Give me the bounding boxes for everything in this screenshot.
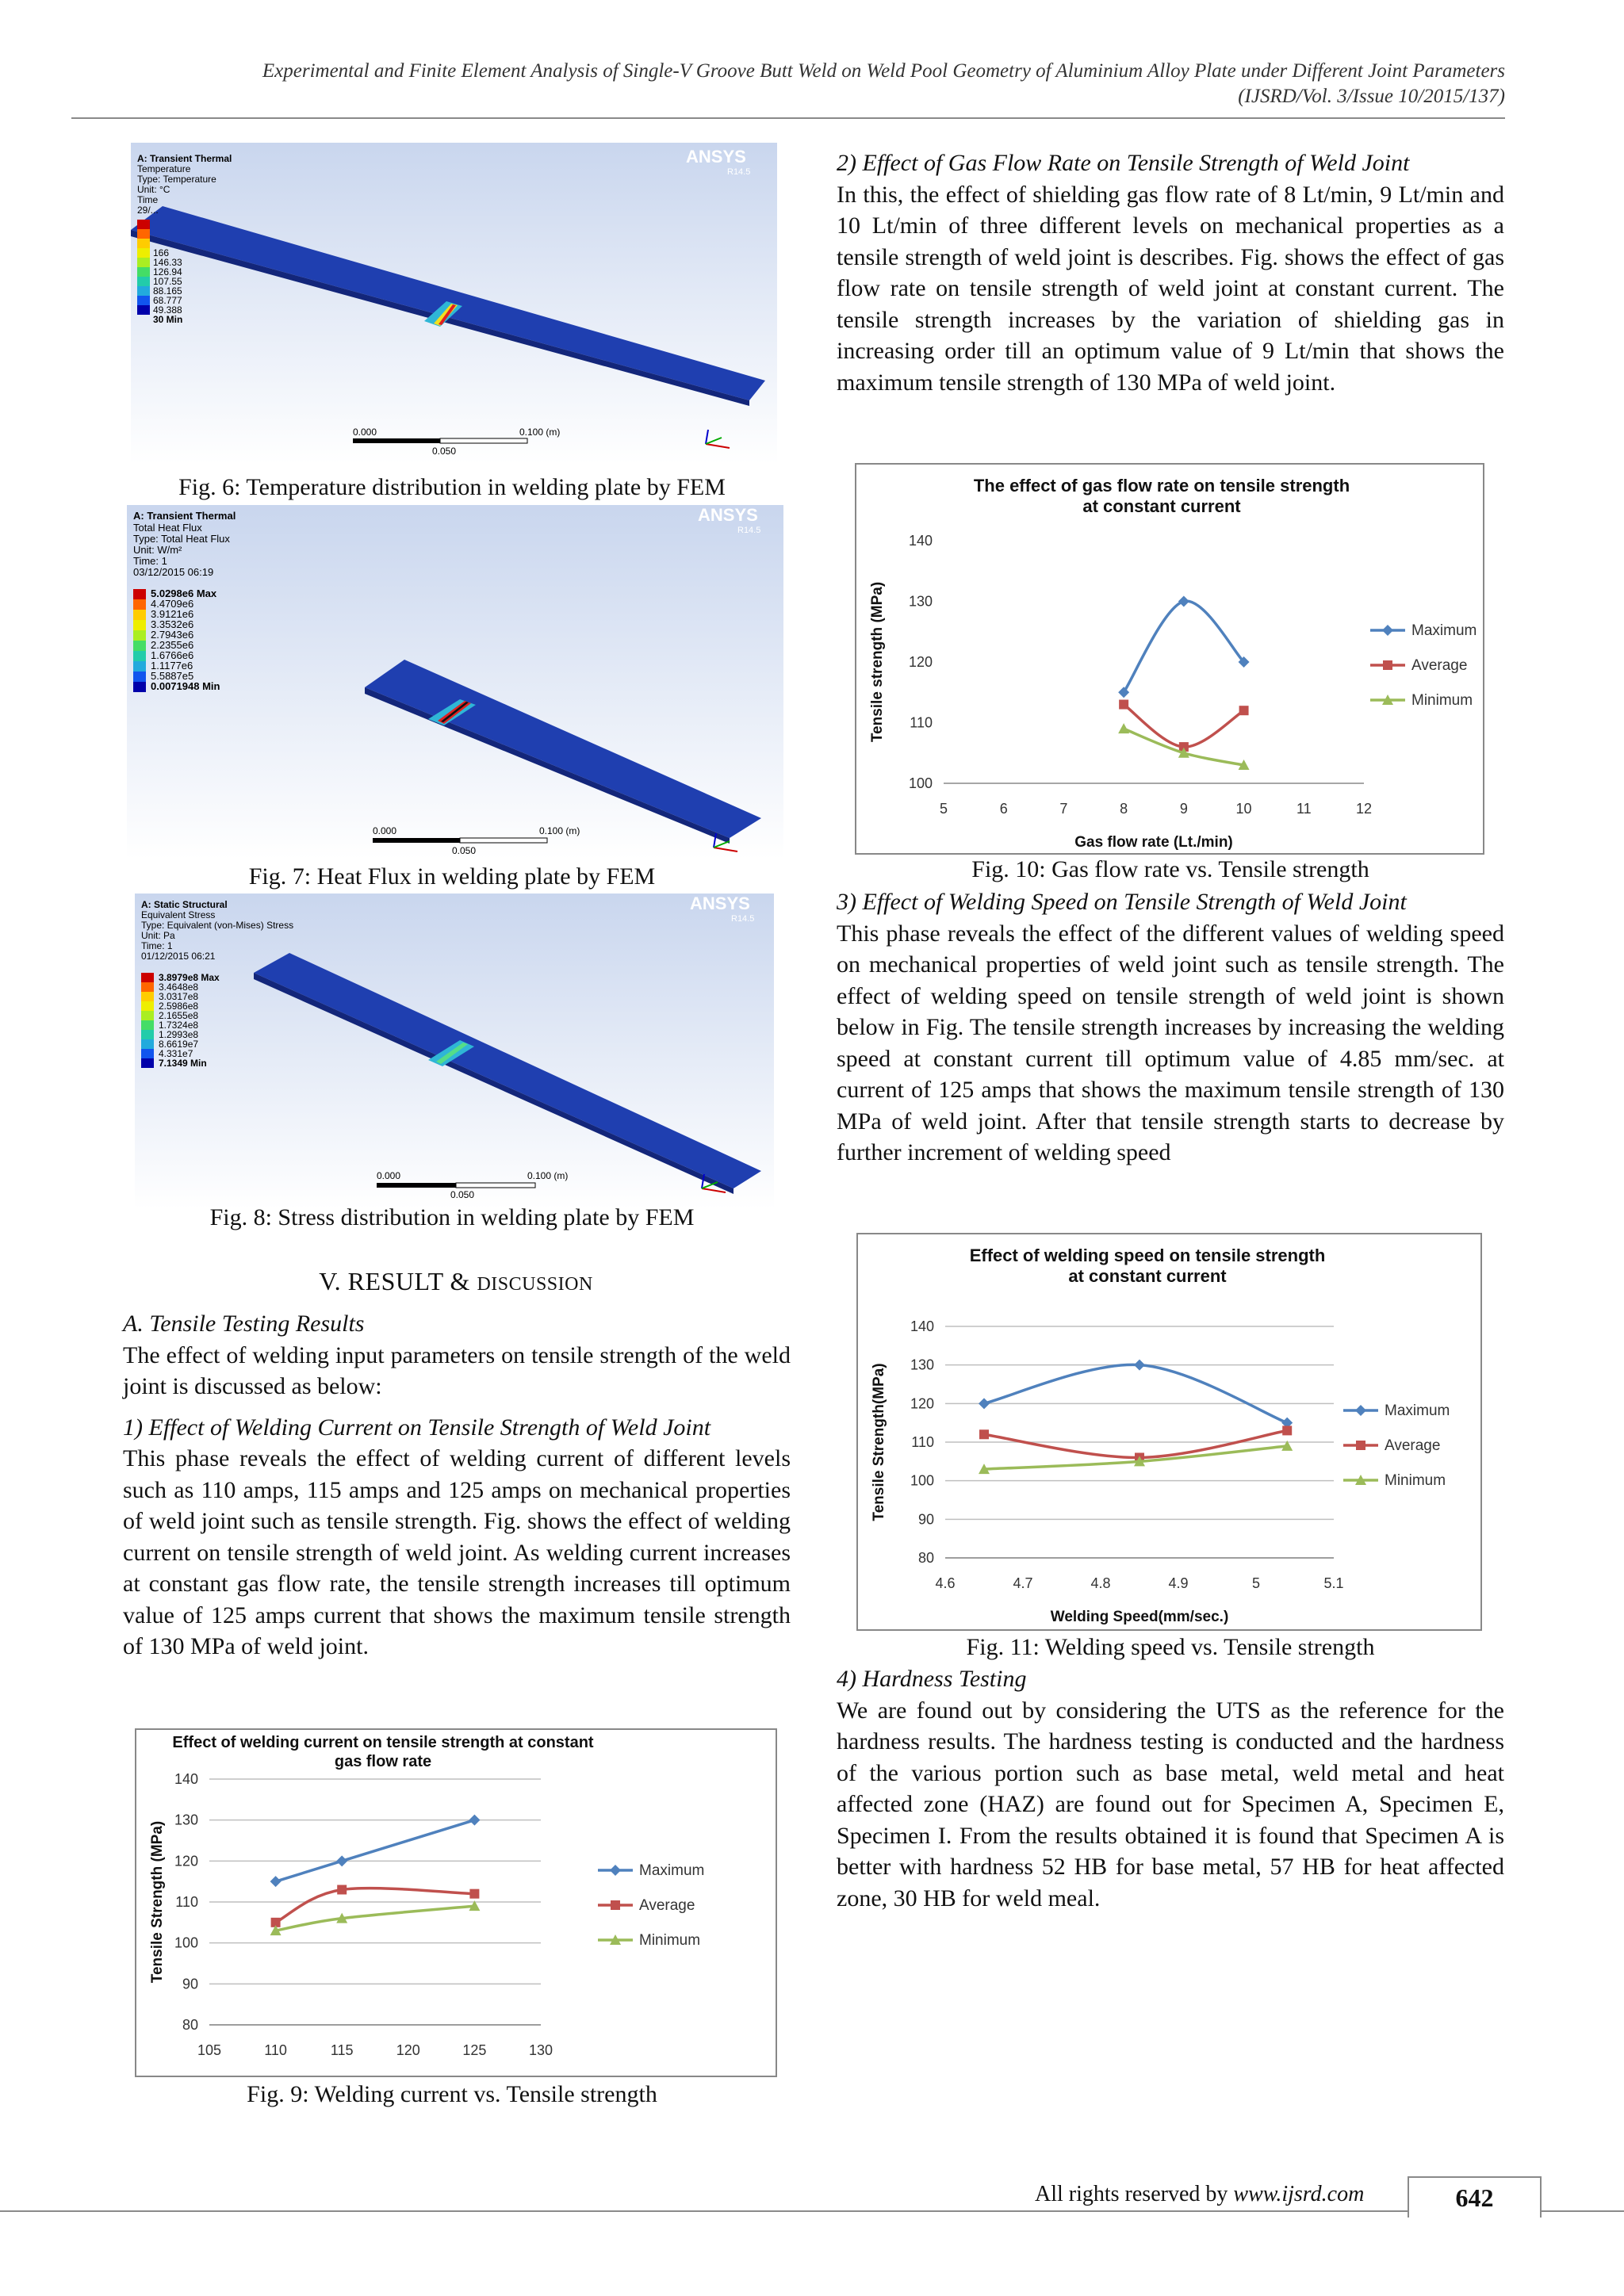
fig8-legend-label: 3.0317e8 <box>159 991 199 1002</box>
fig7-caption: Fig. 7: Heat Flux in welding plate by FEM <box>248 863 656 890</box>
fig8-scale-label: 0.050 <box>450 1189 475 1200</box>
legend-marker-average <box>611 1900 620 1910</box>
series-line-maximum <box>276 1820 475 1882</box>
y-tick-label: 90 <box>182 1976 198 1992</box>
series-line-maximum <box>984 1364 1287 1422</box>
hardness-paragraph: We are found out by considering the UTS as the reference for the hardness results. The hardness testing is conducted and the hardness of the various portion such as base metal, weld metal and heat affected zone (HAZ) are found out for Specimen A, Specimen E, Specimen I. From the results obtained it is found that Specimen A is better with hardness 52 HB for base metal, 57 HB for heat affected zone, 30 HB for weld meal. <box>837 1697 1504 1911</box>
fig7-legend-label: 1.1177e6 <box>151 660 193 672</box>
data-point-maximum <box>1134 1360 1145 1371</box>
x-tick-label: 125 <box>462 2042 487 2058</box>
speed-paragraph: This phase reveals the effect of the different values of welding speed on mechanical properties of weld joint such as tensile strength. The effect of welding speed on tensile strength of weld joint is shown below in Fig. The tensile strength increases by increasing the welding speed at constant current till optimum value of 4.85 mm/sec. at current of 125 amps that shows the maximum tensile strength of 130 MPa of weld joint. After that tensile strength starts to decrease by further increment of welding speed <box>837 920 1504 1165</box>
data-point-maximum <box>979 1398 990 1409</box>
fig7-legend-label: 1.6766e6 <box>151 649 194 661</box>
left-column-text <box>123 1308 791 1663</box>
x-tick-label: 12 <box>1355 801 1373 817</box>
legend-label-average: Average <box>1411 657 1468 674</box>
hardness-heading: 4) Hardness Testing <box>837 1666 1027 1692</box>
fig7-legend-label: 0.0071948 Min <box>151 680 220 692</box>
fig6-legend-label: 166 <box>153 247 170 258</box>
fig8-legend-label: 8.6619e7 <box>159 1039 199 1050</box>
fig7-legend-label: 3.3532e6 <box>151 618 194 630</box>
fig6-line: Unit: °C <box>137 184 170 195</box>
fig7-legend-label: 5.0298e6 Max <box>151 587 217 599</box>
fig8-line: Type: Equivalent (von-Mises) Stress <box>141 920 294 931</box>
legend-marker-maximum <box>1355 1405 1366 1416</box>
fig7-legend-label: 3.9121e6 <box>151 608 194 620</box>
section-heading <box>123 1267 789 1296</box>
y-tick-label: 120 <box>910 1395 934 1412</box>
fig7-line: Type: Total Heat Flux <box>133 533 230 545</box>
legend-label-maximum: Maximum <box>1385 1402 1450 1419</box>
fig7-scale-label: 0.050 <box>452 845 477 856</box>
running-header-title: Experimental and Finite Element Analysis of Single-V Groove Butt Weld on Weld Pool Geometry of Aluminium Alloy Plate under Different Joint Parameters <box>262 60 1505 82</box>
legend-marker-maximum <box>610 1865 621 1876</box>
right-column-text-mid <box>837 886 1504 1169</box>
x-tick-label: 6 <box>999 801 1008 817</box>
fig6-line: 29/... <box>137 205 159 216</box>
fig8-scale-label: 0.000 <box>377 1170 401 1181</box>
fig6-line: Type: Temperature <box>137 174 216 185</box>
x-tick-label: 105 <box>197 2042 222 2058</box>
current-heading: 1) Effect of Welding Current on Tensile Strength of Weld Joint <box>123 1414 711 1441</box>
y-tick-label: 110 <box>911 1434 934 1450</box>
fig6-legend-label: 126.94 <box>153 266 182 277</box>
page-number: 642 <box>1455 2183 1494 2212</box>
y-axis-label: Tensile strength (MPa) <box>869 581 886 743</box>
fig7-legend-label: 2.7943e6 <box>151 629 194 641</box>
fig6-scale-label: 0.000 <box>353 427 377 438</box>
speed-heading: 3) Effect of Welding Speed on Tensile Strength of Weld Joint <box>837 889 1407 915</box>
fig8-legend-label: 1.7324e8 <box>159 1020 199 1031</box>
legend-marker-average <box>1356 1441 1365 1450</box>
fig8-line: Time: 1 <box>141 940 173 951</box>
data-point-maximum <box>469 1815 480 1826</box>
x-tick-label: 115 <box>330 2042 354 2058</box>
gasflow-heading: 2) Effect of Gas Flow Rate on Tensile Strength of Weld Joint <box>837 150 1410 176</box>
fig8-legend-label: 3.8979e8 Max <box>159 972 220 983</box>
fig6-title: A: Transient Thermal <box>137 153 232 164</box>
right-column-text-bottom <box>837 1663 1504 1914</box>
legend-label-maximum: Maximum <box>639 1862 705 1879</box>
fig8-legend <box>141 973 154 1068</box>
x-tick-label: 7 <box>1059 801 1068 817</box>
page-number-box <box>1408 2176 1542 2218</box>
fig7-legend <box>133 589 146 692</box>
y-axis-label: Tensile Strength (MPa) <box>149 1820 166 1984</box>
fig6-scale-label: 0.050 <box>432 446 457 457</box>
chart-title-line: at constant current <box>1082 496 1241 516</box>
data-point-minimum <box>1118 723 1129 733</box>
chart-title-line: Effect of welding current on tensile strength at constant <box>172 1734 594 1751</box>
fig8-legend-label: 1.2993e8 <box>159 1029 199 1040</box>
series-line-average <box>276 1888 475 1923</box>
fig7-fem-image <box>127 505 783 859</box>
fig7-title: A: Transient Thermal <box>133 510 236 522</box>
x-tick-label: 9 <box>1179 801 1188 817</box>
legend-label-minimum: Minimum <box>639 1932 701 1949</box>
fig6-line: Temperature <box>137 163 191 174</box>
fig8-legend-label: 7.1349 Min <box>159 1058 207 1069</box>
fig7-legend-label: 4.4709e6 <box>151 598 194 610</box>
fig6-line: Time <box>137 194 159 205</box>
fig8-legend-label: 3.4648e8 <box>159 982 199 993</box>
y-tick-label: 140 <box>174 1771 198 1787</box>
y-tick-label: 130 <box>908 593 933 610</box>
x-axis-label: Gas flow rate (Lt./min) <box>1074 834 1233 851</box>
x-axis-label: Welding Speed(mm/sec.) <box>1050 1609 1229 1625</box>
y-axis-label: Tensile Strength(MPa) <box>871 1363 887 1521</box>
y-tick-label: 100 <box>908 775 933 791</box>
data-point-average <box>1119 700 1128 710</box>
legend-label-minimum: Minimum <box>1385 1472 1446 1489</box>
data-point-average <box>1239 706 1249 715</box>
section-heading-main: V. RESULT & <box>319 1267 477 1295</box>
data-point-average <box>337 1885 347 1895</box>
legend-marker-maximum <box>1382 625 1393 636</box>
chart-title-line: Effect of welding speed on tensile strength <box>969 1246 1326 1265</box>
y-tick-label: 130 <box>174 1812 198 1828</box>
fig11-chart <box>856 1233 1482 1631</box>
fig6-legend-label: 49.388 <box>153 304 182 316</box>
x-tick-label: 120 <box>396 2042 420 2058</box>
footer-rights <box>1035 2182 1364 2207</box>
fig7-ansys-logo: ANSYS <box>698 505 758 525</box>
right-column-text-top <box>837 147 1504 398</box>
y-tick-label: 110 <box>910 714 933 731</box>
fig7-line: Total Heat Flux <box>133 522 202 534</box>
legend-label-maximum: Maximum <box>1411 622 1477 639</box>
fig7-line: Unit: W/m² <box>133 544 182 556</box>
x-tick-label: 4.7 <box>1013 1575 1033 1591</box>
gasflow-paragraph: In this, the effect of shielding gas flow rate of 8 Lt/min, 9 Lt/min and 10 Lt/min of three different levels on mechanical properties as a tensile strength of weld joint is describes. Fig. shows the effect of gas flow rate on tensile strength of weld joint at constant current. The tensile strength increases by the variation of shielding gas in increasing order till an optimum value of 9 Lt/min that shows the maximum tensile strength of 130 MPa of weld joint. <box>837 181 1504 396</box>
fig8-caption: Fig. 8: Stress distribution in welding plate by FEM <box>209 1204 695 1230</box>
legend-label-minimum: Minimum <box>1411 692 1473 709</box>
data-point-average <box>979 1429 989 1439</box>
y-tick-label: 130 <box>910 1357 934 1373</box>
data-point-maximum <box>1178 596 1189 607</box>
y-tick-label: 120 <box>174 1853 198 1869</box>
fig8-version: R14.5 <box>731 914 755 924</box>
fig8-fem-image <box>135 894 774 1209</box>
fig7-legend-label: 5.5887e5 <box>151 670 194 682</box>
fig8-line: 01/12/2015 06:21 <box>141 951 216 962</box>
legend-label-average: Average <box>639 1897 695 1914</box>
fig7-version: R14.5 <box>737 526 761 535</box>
intro-paragraph: The effect of welding input parameters on tensile strength of the weld joint is discussed as below: <box>123 1341 791 1399</box>
footer-rule <box>0 2210 1624 2212</box>
subsection-a-heading: A. Tensile Testing Results <box>123 1311 365 1337</box>
section-heading-small: DISCUSSION <box>477 1274 593 1295</box>
fig10-caption: Fig. 10: Gas flow rate vs. Tensile strength <box>971 856 1369 882</box>
fig7-line: 03/12/2015 06:19 <box>133 566 214 578</box>
y-tick-label: 140 <box>908 533 933 549</box>
y-tick-label: 120 <box>908 654 933 670</box>
chart-title-line: at constant current <box>1068 1266 1227 1286</box>
fig7-scale-label: 0.000 <box>373 825 397 836</box>
running-header-issue: (IJSRD/Vol. 3/Issue 10/2015/137) <box>1238 86 1505 107</box>
data-point-average <box>1282 1425 1292 1435</box>
y-tick-label: 140 <box>910 1318 934 1334</box>
x-tick-label: 5.1 <box>1323 1575 1344 1591</box>
current-paragraph: This phase reveals the effect of welding current of different levels such as 110 amps, 115 amps and 125 amps on mechanical properties of weld joint such as tensile strength. Fig. shows the effect of welding current on tensile strength of weld joint. As welding current increases at constant gas flow rate, the tensile strength increases till optimum value of 125 amps current that shows the maximum tensile strength of 130 MPa of weld joint. <box>123 1445 791 1659</box>
x-tick-label: 11 <box>1296 801 1312 817</box>
y-tick-label: 100 <box>174 1934 198 1951</box>
y-tick-label: 110 <box>175 1894 198 1910</box>
legend-marker-average <box>1383 660 1392 670</box>
y-tick-label: 100 <box>910 1472 934 1489</box>
footer-rights-text: All rights reserved by <box>1035 2182 1234 2206</box>
data-point-maximum <box>336 1855 347 1866</box>
fig6-version: R14.5 <box>727 167 751 177</box>
chart-title-line: The effect of gas flow rate on tensile strength <box>973 476 1350 496</box>
header-rule <box>71 117 1505 119</box>
fig7-scale-label: 0.100 (m) <box>539 825 580 836</box>
fig8-scale-label: 0.100 (m) <box>527 1170 569 1181</box>
x-tick-label: 5 <box>1251 1575 1261 1591</box>
y-tick-label: 90 <box>917 1511 934 1528</box>
x-tick-label: 10 <box>1235 801 1252 817</box>
x-tick-label: 8 <box>1120 801 1128 817</box>
fig6-legend-label: 107.55 <box>153 276 182 287</box>
x-tick-label: 4.9 <box>1168 1575 1189 1591</box>
fig8-legend-label: 2.1655e8 <box>159 1010 199 1021</box>
x-tick-label: 4.6 <box>935 1575 956 1591</box>
fig6-legend-label: 68.777 <box>153 295 182 306</box>
fig8-legend-label: 4.331e7 <box>159 1048 193 1059</box>
fig6-ansys-logo: ANSYS <box>686 147 746 166</box>
series-line-maximum <box>1124 601 1243 692</box>
fig6-legend-label: 88.165 <box>153 285 182 297</box>
fig9-chart <box>135 1728 777 2077</box>
fig8-ansys-logo: ANSYS <box>690 894 750 913</box>
series-line-average <box>1124 705 1243 748</box>
fig8-title: A: Static Structural <box>141 899 228 910</box>
fig8-line: Unit: Pa <box>141 930 175 941</box>
series-line-minimum <box>276 1906 475 1931</box>
fig6-fem-image <box>131 143 777 464</box>
fig6-legend-label: 146.33 <box>153 257 182 268</box>
fig11-caption: Fig. 11: Welding speed vs. Tensile strength <box>966 1634 1375 1660</box>
fig10-chart <box>855 463 1484 855</box>
y-tick-label: 80 <box>917 1550 934 1566</box>
fig6-legend-label: 30 Min <box>153 314 183 325</box>
x-tick-label: 130 <box>528 2042 553 2058</box>
chart-title-line: gas flow rate <box>334 1753 432 1770</box>
x-tick-label: 110 <box>264 2042 287 2058</box>
fig7-line: Time: 1 <box>133 555 167 567</box>
footer-site-link[interactable]: www.ijsrd.com <box>1233 2182 1365 2206</box>
data-point-average <box>469 1889 479 1899</box>
fig8-line: Equivalent Stress <box>141 909 216 920</box>
data-point-maximum <box>270 1876 282 1887</box>
x-tick-label: 4.8 <box>1090 1575 1111 1591</box>
legend-label-average: Average <box>1385 1437 1441 1454</box>
fig6-legend <box>137 220 150 315</box>
fig8-legend-label: 2.5986e8 <box>159 1001 199 1012</box>
fig7-legend-label: 2.2355e6 <box>151 639 194 651</box>
x-tick-label: 5 <box>939 801 948 817</box>
fig9-caption: Fig. 9: Welding current vs. Tensile strength <box>247 2081 657 2107</box>
fig6-caption: Fig. 6: Temperature distribution in welding plate by FEM <box>178 474 726 500</box>
fig6-scale-label: 0.100 (m) <box>519 427 561 438</box>
y-tick-label: 80 <box>182 2017 198 2033</box>
